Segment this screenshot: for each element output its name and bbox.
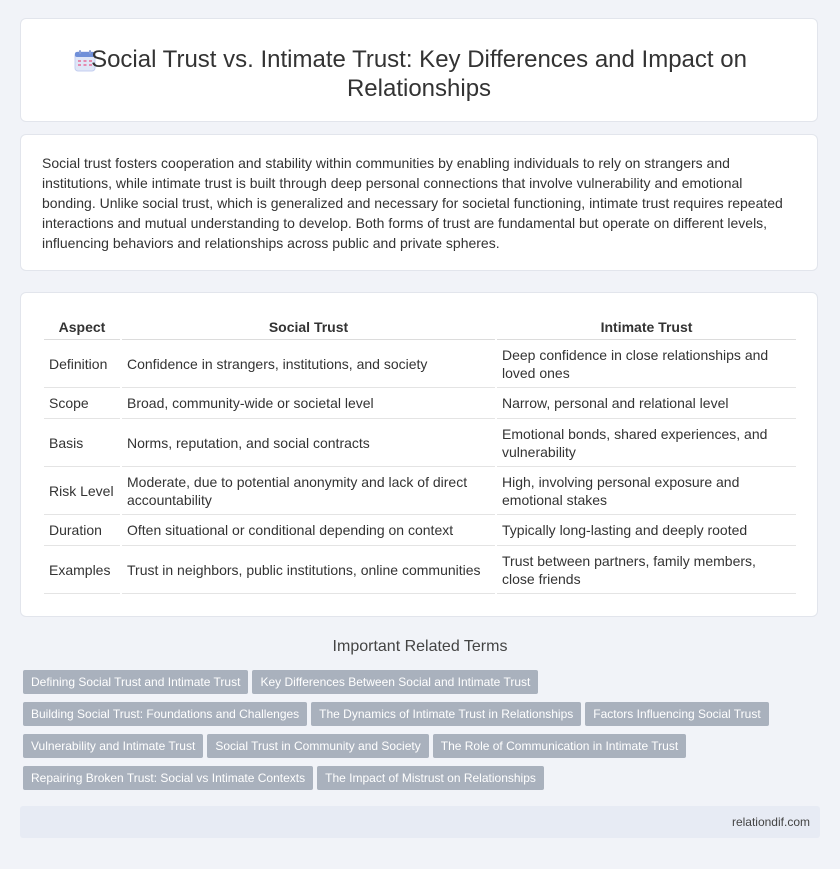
cell-intimate: High, involving personal exposure and emotional stakes (497, 467, 796, 515)
related-term-link[interactable]: Repairing Broken Trust: Social vs Intimate Contexts (23, 766, 313, 790)
related-term-link[interactable]: Factors Influencing Social Trust (585, 702, 768, 726)
page-title: Social Trust vs. Intimate Trust: Key Differences and Impact on Relationships (91, 46, 747, 102)
cell-aspect: Definition (44, 340, 120, 388)
header-intimate-trust: Intimate Trust (497, 315, 796, 340)
related-term-link[interactable]: Social Trust in Community and Society (207, 734, 428, 758)
cell-social: Confidence in strangers, institutions, and society (122, 340, 495, 388)
title-card (20, 18, 818, 122)
comparison-table (42, 315, 798, 594)
intro-card (20, 134, 818, 271)
table-row (44, 388, 796, 419)
table-row (44, 467, 796, 515)
cell-aspect: Duration (44, 515, 120, 546)
related-terms-list (23, 670, 803, 798)
related-term-link[interactable]: The Role of Communication in Intimate Trust (433, 734, 686, 758)
comparison-table-card (20, 292, 818, 617)
related-term-link[interactable]: Building Social Trust: Foundations and Challenges (23, 702, 307, 726)
cell-intimate: Narrow, personal and relational level (497, 388, 796, 419)
cell-aspect: Risk Level (44, 467, 120, 515)
related-terms-heading: Important Related Terms (332, 638, 508, 655)
cell-intimate: Typically long-lasting and deeply rooted (497, 515, 796, 546)
cell-social: Broad, community-wide or societal level (122, 388, 495, 419)
cell-social: Often situational or conditional depending on context (122, 515, 495, 546)
cell-aspect: Scope (44, 388, 120, 419)
intro-paragraph: Social trust fosters cooperation and stability within communities by enabling individuals to rely on strangers and institutions, while intimate trust is built through deep personal connections that involve vulnerability and emotional bonding. Unlike social trust, which is generalized and necessary for societal functioning, intimate trust requires repeated interactions and mutual understanding to develop. Both forms of trust are fundamental but operate on different levels, influencing behaviors and relationships across public and private spheres. (42, 155, 783, 251)
cell-social: Moderate, due to potential anonymity and lack of direct accountability (122, 467, 495, 515)
related-term-link[interactable]: Key Differences Between Social and Intimate Trust (252, 670, 538, 694)
cell-aspect: Basis (44, 419, 120, 467)
related-term-link[interactable]: The Dynamics of Intimate Trust in Relationships (311, 702, 581, 726)
footer (20, 806, 820, 838)
cell-social: Norms, reputation, and social contracts (122, 419, 495, 467)
cell-aspect: Examples (44, 546, 120, 594)
related-term-link[interactable]: Defining Social Trust and Intimate Trust (23, 670, 248, 694)
cell-social: Trust in neighbors, public institutions, online communities (122, 546, 495, 594)
table-row (44, 419, 796, 467)
table-row (44, 515, 796, 546)
header-aspect: Aspect (44, 315, 120, 340)
footer-site-link[interactable]: relationdif.com (731, 815, 810, 829)
related-term-link[interactable]: The Impact of Mistrust on Relationships (317, 766, 544, 790)
table-header-row (44, 315, 796, 340)
table-row (44, 546, 796, 594)
cell-intimate: Trust between partners, family members, close friends (497, 546, 796, 594)
cell-intimate: Deep confidence in close relationships and loved ones (497, 340, 796, 388)
table-row (44, 340, 796, 388)
cell-intimate: Emotional bonds, shared experiences, and vulnerability (497, 419, 796, 467)
related-term-link[interactable]: Vulnerability and Intimate Trust (23, 734, 203, 758)
header-social-trust: Social Trust (122, 315, 495, 340)
